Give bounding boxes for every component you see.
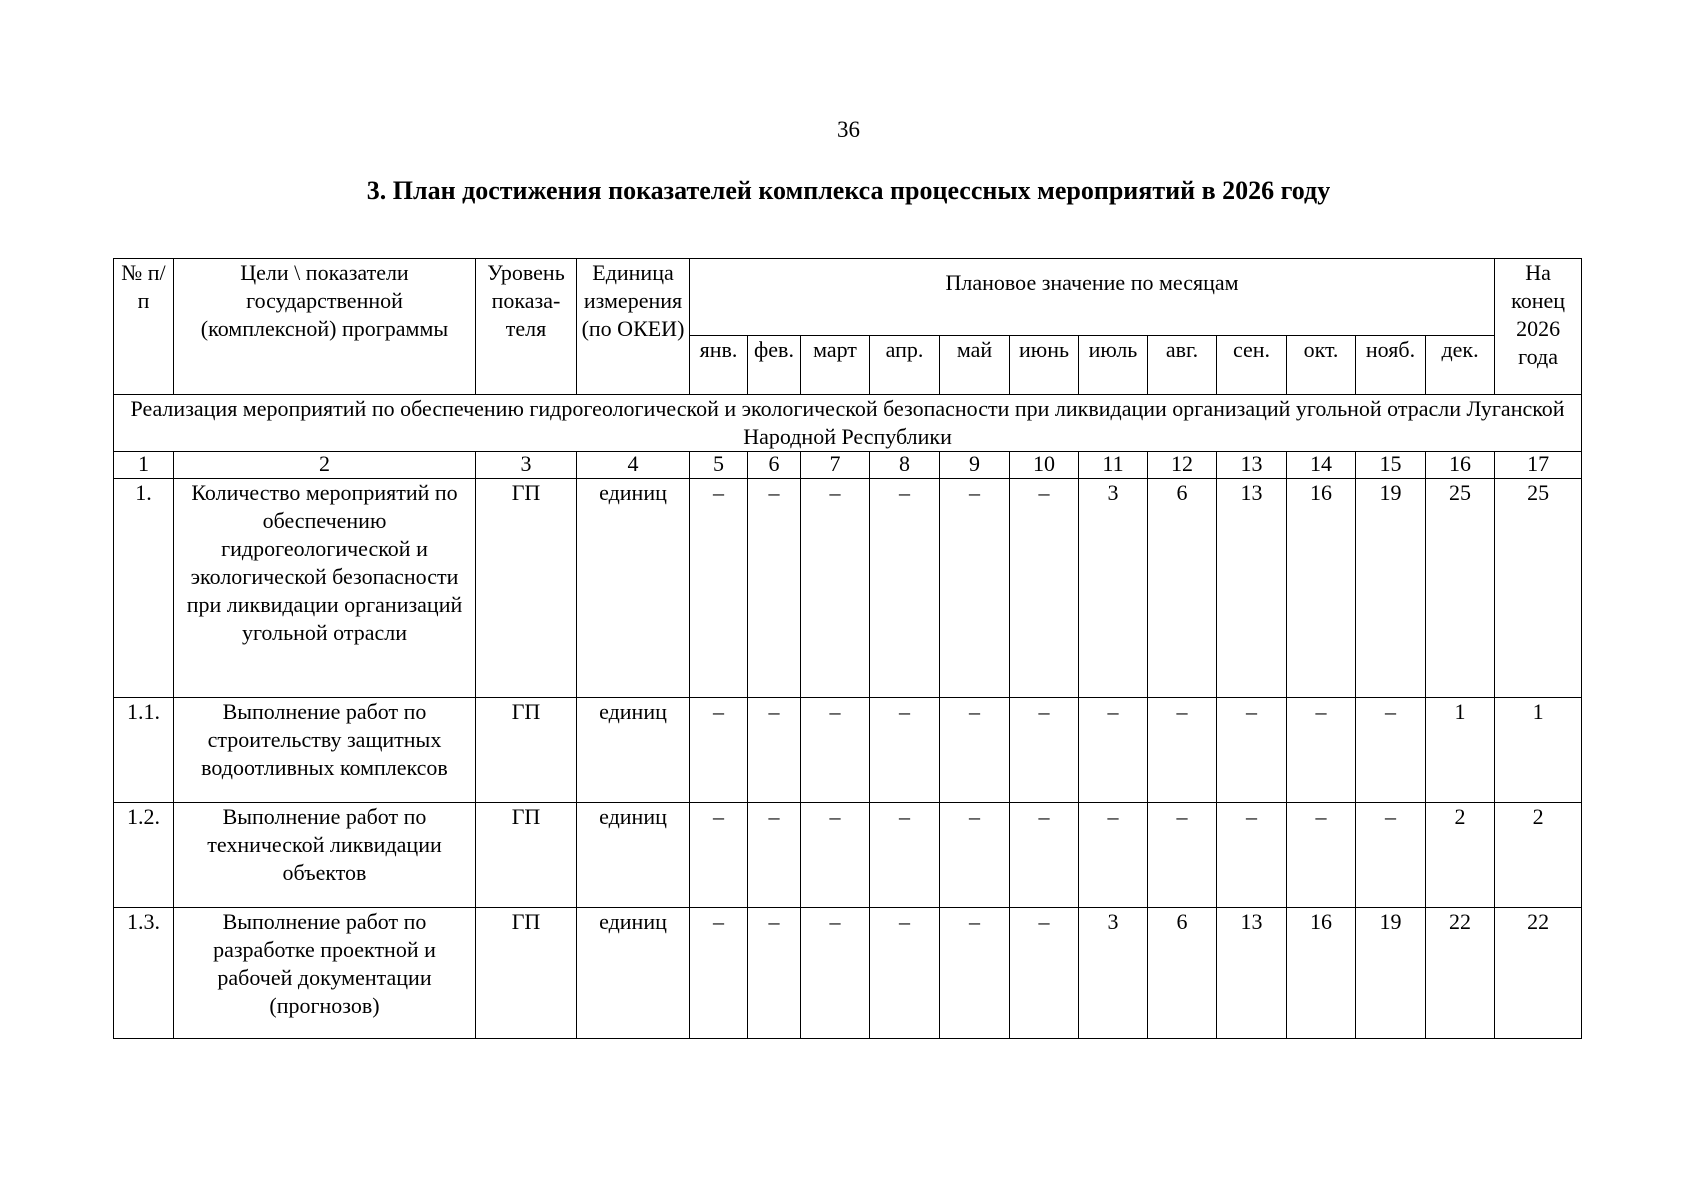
month-value: – [690,908,748,1039]
month-value: 25 [1426,479,1495,698]
month-value: – [748,908,801,1039]
indicator-unit: единиц [577,908,690,1039]
month-value: – [1356,803,1426,908]
month-value: 19 [1356,479,1426,698]
section-row [114,395,1582,452]
header-month: дек. [1426,336,1495,395]
month-value: – [1010,908,1079,1039]
column-number: 3 [476,452,577,479]
indicator-unit: единиц [577,479,690,698]
row-number: 1.1. [114,698,174,803]
page-number: 36 [837,117,860,142]
month-value: 16 [1287,908,1356,1039]
month-value: – [940,698,1010,803]
month-value: 13 [1217,908,1287,1039]
header-level: Уровень показа-теля [476,259,577,395]
month-value: – [1010,698,1079,803]
header-plan: Плановое значение по месяцам [690,259,1495,336]
column-numbers-row [114,452,1582,479]
header-month: янв. [690,336,748,395]
column-number: 2 [174,452,476,479]
month-value: 2 [1426,803,1495,908]
indicator-level: ГП [476,803,577,908]
month-value: – [1148,803,1217,908]
month-value: – [870,479,940,698]
month-value: – [1287,698,1356,803]
year-end-value: 22 [1495,908,1582,1039]
column-number: 6 [748,452,801,479]
month-value: 1 [1426,698,1495,803]
month-value: – [1217,698,1287,803]
month-value: 13 [1217,479,1287,698]
month-value: – [1148,698,1217,803]
column-number: 14 [1287,452,1356,479]
indicator-name: Выполнение работ по технической ликвидации объектов [174,803,476,908]
month-value: – [690,479,748,698]
month-value: – [870,698,940,803]
indicator-level: ГП [476,908,577,1039]
column-number: 11 [1079,452,1148,479]
column-number: 17 [1495,452,1582,479]
month-value: – [940,803,1010,908]
table-row [114,803,1582,908]
header-unit: Единица измерения (по ОКЕИ) [577,259,690,395]
month-value: – [940,479,1010,698]
header-month: сен. [1217,336,1287,395]
month-value: 19 [1356,908,1426,1039]
column-number: 15 [1356,452,1426,479]
header-row [114,259,1582,336]
indicator-level: ГП [476,698,577,803]
header-month: май [940,336,1010,395]
month-value: – [748,698,801,803]
month-value: 22 [1426,908,1495,1039]
year-end-value: 1 [1495,698,1582,803]
month-value: 3 [1079,908,1148,1039]
month-value: – [940,908,1010,1039]
header-month: март [801,336,870,395]
column-number: 12 [1148,452,1217,479]
header-month: апр. [870,336,940,395]
month-value: – [1010,803,1079,908]
month-value: 16 [1287,479,1356,698]
section-title: Реализация мероприятий по обеспечению гидрогеологической и экологической безопасности при ликвидации организаций угольной отрасли Луганской Народной Республики [114,395,1582,452]
header-month: нояб. [1356,336,1426,395]
column-number: 8 [870,452,940,479]
indicator-name: Количество мероприятий по обеспечению гидрогеологической и экологической безопасности при ликвидации организаций угольной отрасли [174,479,476,698]
row-number: 1. [114,479,174,698]
row-number: 1.3. [114,908,174,1039]
year-end-value: 2 [1495,803,1582,908]
header-goals: Цели \ показатели государственной (комплексной) программы [174,259,476,395]
month-value: – [1217,803,1287,908]
column-number: 7 [801,452,870,479]
month-value: – [870,908,940,1039]
header-month: авг. [1148,336,1217,395]
month-value: – [690,698,748,803]
month-value: – [748,803,801,908]
month-value: – [801,908,870,1039]
header-month: фев. [748,336,801,395]
header-month: окт. [1287,336,1356,395]
header-month: июль [1079,336,1148,395]
row-number: 1.2. [114,803,174,908]
table-row [114,698,1582,803]
month-value: – [1356,698,1426,803]
indicator-unit: единиц [577,803,690,908]
header-month: июнь [1010,336,1079,395]
month-value: – [870,803,940,908]
indicator-name: Выполнение работ по разработке проектной и рабочей документации (прогнозов) [174,908,476,1039]
column-number: 1 [114,452,174,479]
column-number: 13 [1217,452,1287,479]
month-value: – [1079,803,1148,908]
header-year-end: На конец 2026 года [1495,259,1582,395]
column-number: 9 [940,452,1010,479]
header-num: № п/п [114,259,174,395]
month-value: – [748,479,801,698]
month-value: – [801,698,870,803]
indicator-name: Выполнение работ по строительству защитных водоотливных комплексов [174,698,476,803]
column-number: 16 [1426,452,1495,479]
table-row [114,479,1582,698]
indicator-unit: единиц [577,698,690,803]
column-number: 5 [690,452,748,479]
month-value: – [1287,803,1356,908]
table-row [114,908,1582,1039]
year-end-value: 25 [1495,479,1582,698]
document-title: 3. План достижения показателей комплекса процессных мероприятий в 2026 году [366,176,1331,205]
column-number: 10 [1010,452,1079,479]
month-value: 6 [1148,908,1217,1039]
month-value: – [801,479,870,698]
month-value: – [690,803,748,908]
month-value: 6 [1148,479,1217,698]
month-value: – [801,803,870,908]
month-value: 3 [1079,479,1148,698]
indicators-plan-table [113,258,1582,1039]
month-value: – [1010,479,1079,698]
month-value: – [1079,698,1148,803]
column-number: 4 [577,452,690,479]
indicator-level: ГП [476,479,577,698]
